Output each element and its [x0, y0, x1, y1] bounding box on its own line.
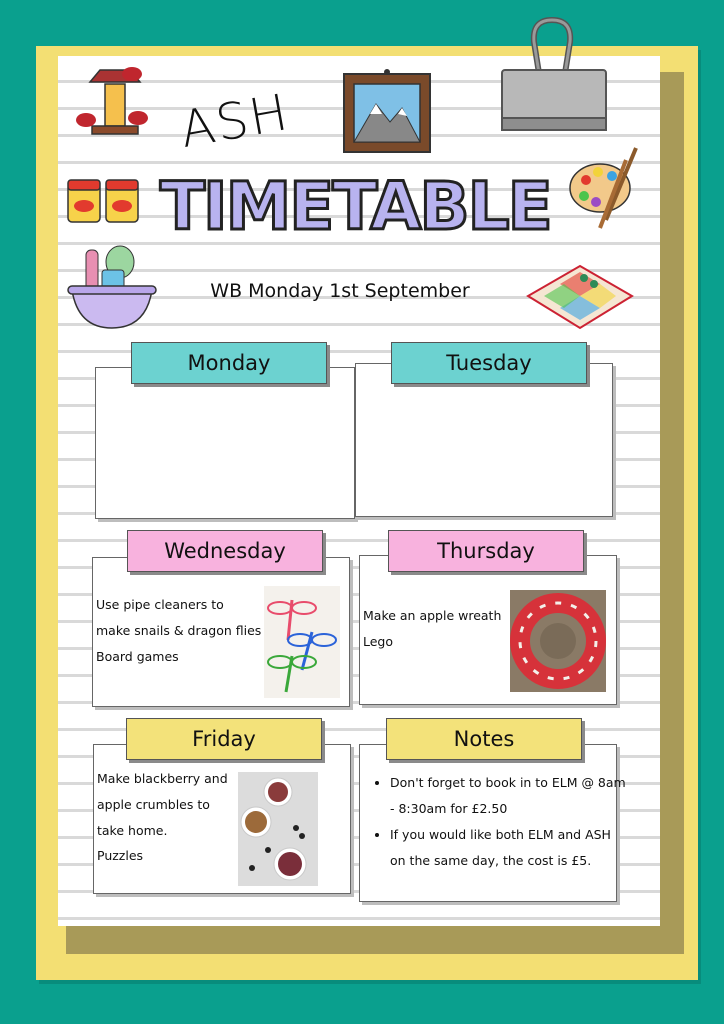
class-name-heading: ASH [175, 82, 294, 160]
friday-activity-4: Puzzles [97, 848, 144, 863]
ludo-board-game-icon [524, 262, 636, 334]
wednesday-label: Wednesday [127, 530, 323, 572]
wednesday-activity-3: Board games [96, 649, 179, 664]
notes-item: • Don't forget to book in to ELM @ 8am - 8:30am for £2.50 [390, 770, 626, 822]
crumble-bowls-photo [238, 772, 318, 886]
notes-item: • If you would like both ELM and ASH on the same day, the cost is £5. [390, 822, 626, 874]
thursday-activity-1: Make an apple wreath [363, 608, 502, 623]
wednesday-activity-1: Use pipe cleaners to [96, 597, 224, 612]
notes-list [372, 770, 626, 874]
friday-activity-2: apple crumbles to [97, 797, 210, 812]
apple-wreath-photo [510, 590, 606, 692]
binder-clip-icon [494, 12, 614, 136]
notes-label: Notes [386, 718, 582, 760]
thursday-activity-2: Lego [363, 634, 394, 649]
friday-activity-1: Make blackberry and [97, 771, 228, 786]
page-title: TIMETABLE [160, 168, 551, 245]
thursday-label: Thursday [388, 530, 584, 572]
friday-label: Friday [126, 718, 322, 760]
week-beginning-subtitle: WB Monday 1st September [210, 280, 470, 302]
tuesday-card [355, 363, 613, 517]
pipe-cleaner-dragonfly-photo [264, 586, 340, 698]
framed-mountain-picture-icon [340, 66, 434, 156]
monday-label: Monday [131, 342, 327, 384]
baking-bowl-icon [64, 240, 160, 336]
bird-feeder-icon [70, 62, 160, 146]
friday-activity-3: take home. [97, 823, 168, 838]
tuesday-label: Tuesday [391, 342, 587, 384]
wednesday-activity-2: make snails & dragon flies [96, 623, 262, 638]
monday-card [95, 367, 355, 519]
play-dough-tubs-icon [66, 176, 142, 224]
paint-palette-icon [566, 140, 650, 230]
